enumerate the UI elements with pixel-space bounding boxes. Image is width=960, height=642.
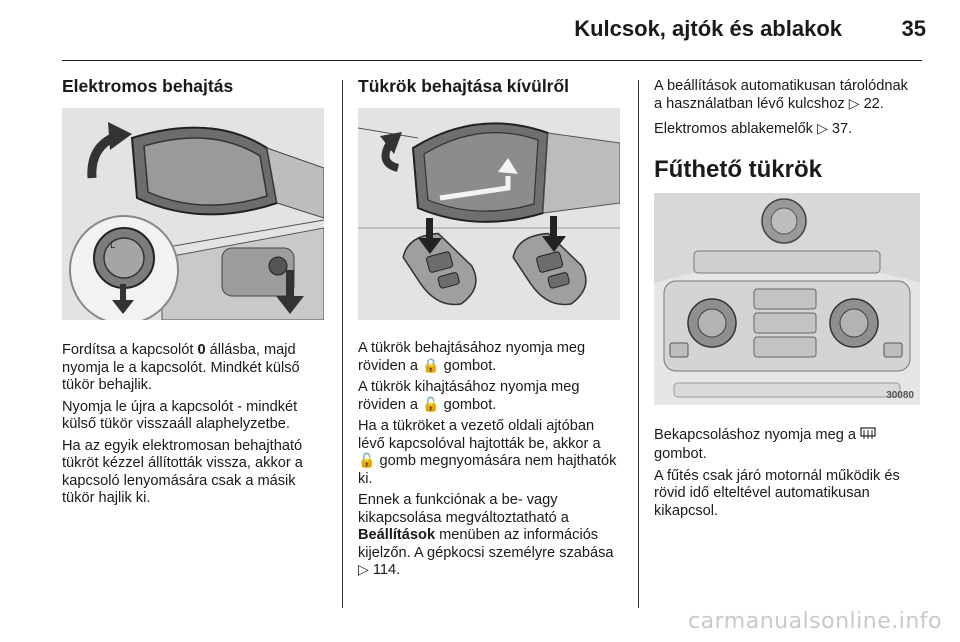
- climate-panel-figure: [654, 193, 920, 405]
- column-3: [654, 74, 916, 520]
- arrow-icon: ▷: [358, 562, 369, 578]
- header-title: Kulcsok, ajtók és ablakok: [574, 16, 842, 41]
- paragraph: Nyomja le újra a kapcsolót - mindkét külső tükör visszaáll alaphelyzetbe.: [62, 398, 298, 432]
- section-heading: Tükrök behajtása kívülről: [358, 76, 570, 96]
- paragraph: A fűtés csak járó motornál működik és rövid idő elteltével automatikusan kikapcsol.: [654, 467, 900, 519]
- svg-text:L: L: [110, 241, 116, 251]
- page-number: 35: [901, 16, 926, 41]
- arrow-icon: ▷: [817, 121, 828, 137]
- lock-open-icon: 🔓: [422, 396, 440, 413]
- column-divider: [638, 80, 639, 608]
- paragraph: Ennek a funkciónak a be- vagy kikapcsolása megváltoztatható a Beállítások menüben az információs kijelzőn. A gépkocsi személyre szabása ▷ 114.: [358, 492, 614, 578]
- rear-window-heater-icon: [860, 427, 876, 447]
- column-divider: [342, 80, 343, 608]
- paragraph: Elektromos ablakemelők ▷ 37.: [654, 121, 853, 137]
- column-2: [358, 74, 620, 580]
- lock-closed-icon: 🔒: [422, 357, 440, 374]
- paragraph: A beállítások automatikusan tárolódnak a használatban lévő kulcshoz ▷ 22.: [654, 78, 908, 112]
- figure-number: 30080: [886, 389, 914, 401]
- lock-open-icon: 🔓: [358, 453, 376, 469]
- header-rule: [62, 60, 922, 61]
- paragraph: A tükrök behajtásához nyomja meg röviden a 🔒 gombot.: [358, 340, 586, 374]
- column-1: [62, 74, 324, 508]
- paragraph: Ha az egyik elektromosan behajtható tükröt kézzel állították vissza, akkor a kapcsoló lenyomására csak a másik tükör hajlik ki.: [62, 437, 303, 506]
- mirror-switch-figure: [62, 108, 324, 320]
- key-fob-figure: [358, 108, 620, 320]
- arrow-icon: ▷: [848, 95, 860, 112]
- section-heading: Fűthető tükrök: [654, 155, 822, 183]
- paragraph: Bekapcsoláshoz nyomja meg a gombot.: [654, 427, 916, 464]
- paragraph: Ha a tükröket a vezető oldali ajtóban lévő kapcsolóval hajtották be, akkor a 🔓 gomb megnyomására nem hajthatók ki.: [358, 418, 617, 487]
- section-heading: Elektromos behajtás: [62, 76, 234, 96]
- paragraph: Fordítsa a kapcsolót 0 állásba, majd nyomja le a kapcsolót. Mindkét külső tükör behajlik.: [62, 342, 300, 393]
- paragraph: A tükrök kihajtásához nyomja meg röviden a 🔓 gombot.: [358, 379, 580, 413]
- watermark: carmanualsonline.info: [688, 609, 942, 634]
